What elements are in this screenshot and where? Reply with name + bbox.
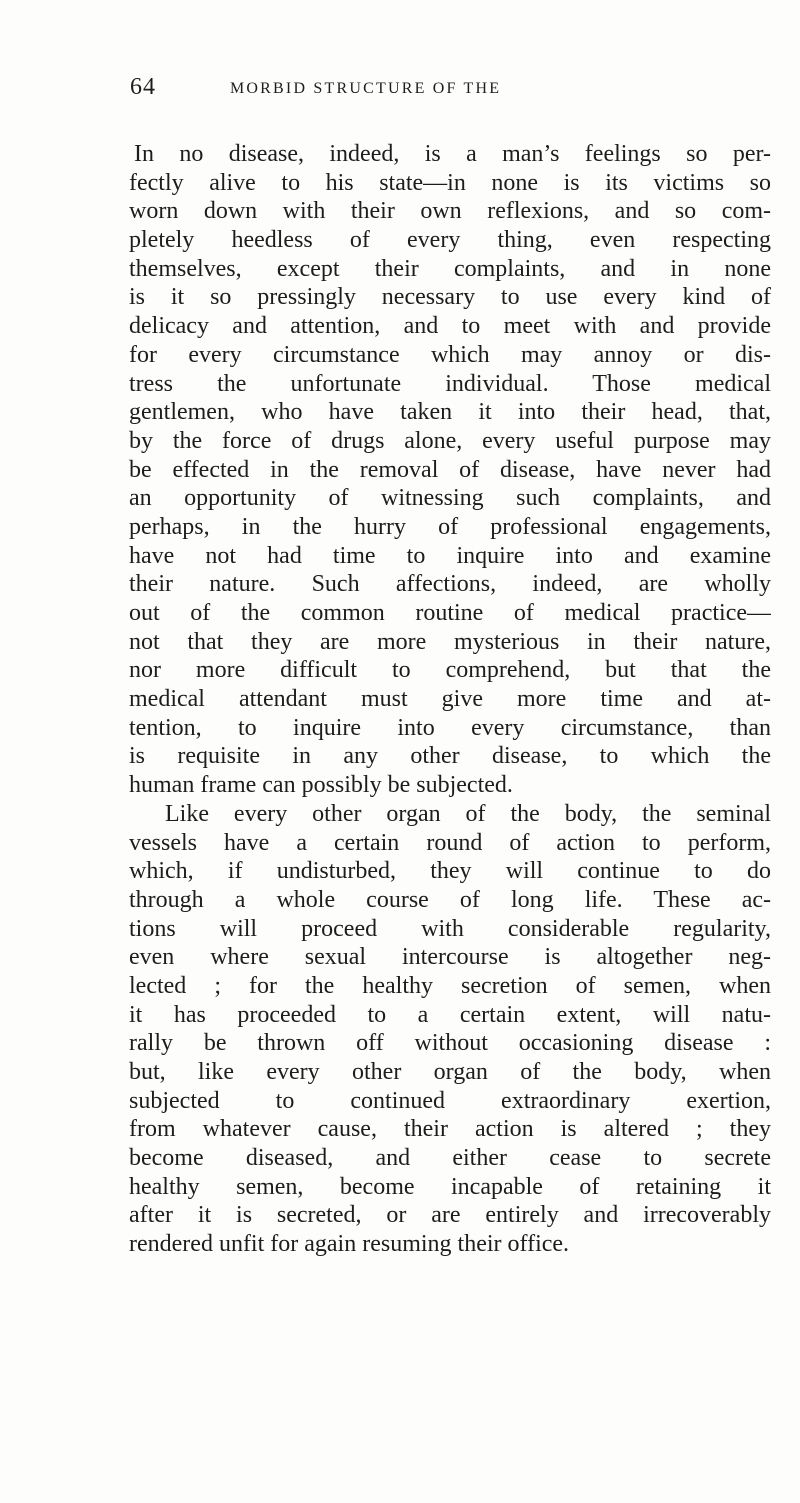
- text-line: an opportunity of witnessing such complaints, and: [129, 485, 771, 512]
- text-line: even where sexual intercourse is altogether neg-: [129, 944, 771, 971]
- paragraph-1: [129, 140, 771, 800]
- text-line: vessels have a certain round of action to perform,: [129, 829, 771, 856]
- text-line: themselves, except their complaints, and in none: [129, 255, 771, 282]
- text-line: is requisite in any other disease, to which the: [129, 743, 771, 770]
- text-line: tions will proceed with considerable regularity,: [129, 915, 771, 942]
- text-line: tention, to inquire into every circumstance, than: [129, 714, 771, 741]
- text-line: gentlemen, who have taken it into their head, that,: [129, 399, 771, 426]
- text-line: fectly alive to his state—in none is its victims so: [129, 169, 771, 196]
- text-line: their nature. Such affections, indeed, are wholly: [129, 571, 771, 598]
- text-line: pletely heedless of every thing, even respecting: [129, 227, 771, 254]
- text-line: which, if undisturbed, they will continue to do: [129, 858, 771, 885]
- page-number: 64: [130, 74, 156, 100]
- page-header: [130, 74, 770, 104]
- text-line: human frame can possibly be subjected.: [129, 772, 513, 799]
- text-line: rendered unfit for again resuming their office.: [129, 1231, 570, 1258]
- text-line: but, like every other organ of the body, when: [129, 1059, 771, 1085]
- text-line: through a whole course of long life. These ac-: [129, 886, 771, 913]
- text-line: from whatever cause, their action is altered ; they: [129, 1116, 771, 1143]
- text-line: In no disease, indeed, is a man’s feelings so per-: [134, 141, 771, 167]
- text-line: subjected to continued extraordinary exertion,: [129, 1087, 771, 1114]
- text-line: lected ; for the healthy secretion of semen, when: [129, 972, 771, 999]
- text-line: after it is secreted, or are entirely and irrecoverably: [129, 1202, 771, 1229]
- text-line: be effected in the removal of disease, have never had: [129, 456, 771, 483]
- text-line: delicacy and attention, and to meet with and provide: [129, 313, 771, 340]
- text-line: by the force of drugs alone, every useful purpose may: [129, 427, 771, 454]
- text-line: Like every other organ of the body, the seminal: [165, 800, 771, 827]
- running-title: MORBID STRUCTURE OF THE: [230, 80, 502, 97]
- text-line: nor more difficult to comprehend, but that the: [129, 657, 771, 684]
- text-line: have not had time to inquire into and examine: [129, 542, 771, 569]
- text-line: out of the common routine of medical practice—: [129, 600, 771, 626]
- text-line: is it so pressingly necessary to use every kind of: [129, 284, 771, 311]
- text-line: healthy semen, become incapable of retaining it: [129, 1173, 771, 1200]
- text-line: for every circumstance which may annoy or dis-: [129, 341, 771, 368]
- body-text: [129, 140, 771, 1259]
- text-line: medical attendant must give more time and at-: [129, 686, 771, 713]
- text-line: it has proceeded to a certain extent, will natu-: [129, 1001, 771, 1028]
- text-line: become diseased, and either cease to secrete: [129, 1145, 771, 1172]
- text-line: worn down with their own reflexions, and so com-: [129, 198, 771, 225]
- text-line: not that they are more mysterious in their nature,: [129, 628, 771, 655]
- text-line: perhaps, in the hurry of professional engagements,: [129, 513, 771, 540]
- text-line: rally be thrown off without occasioning disease :: [129, 1030, 771, 1057]
- paragraph-2: [129, 800, 771, 1259]
- text-line: tress the unfortunate individual. Those medical: [129, 370, 771, 397]
